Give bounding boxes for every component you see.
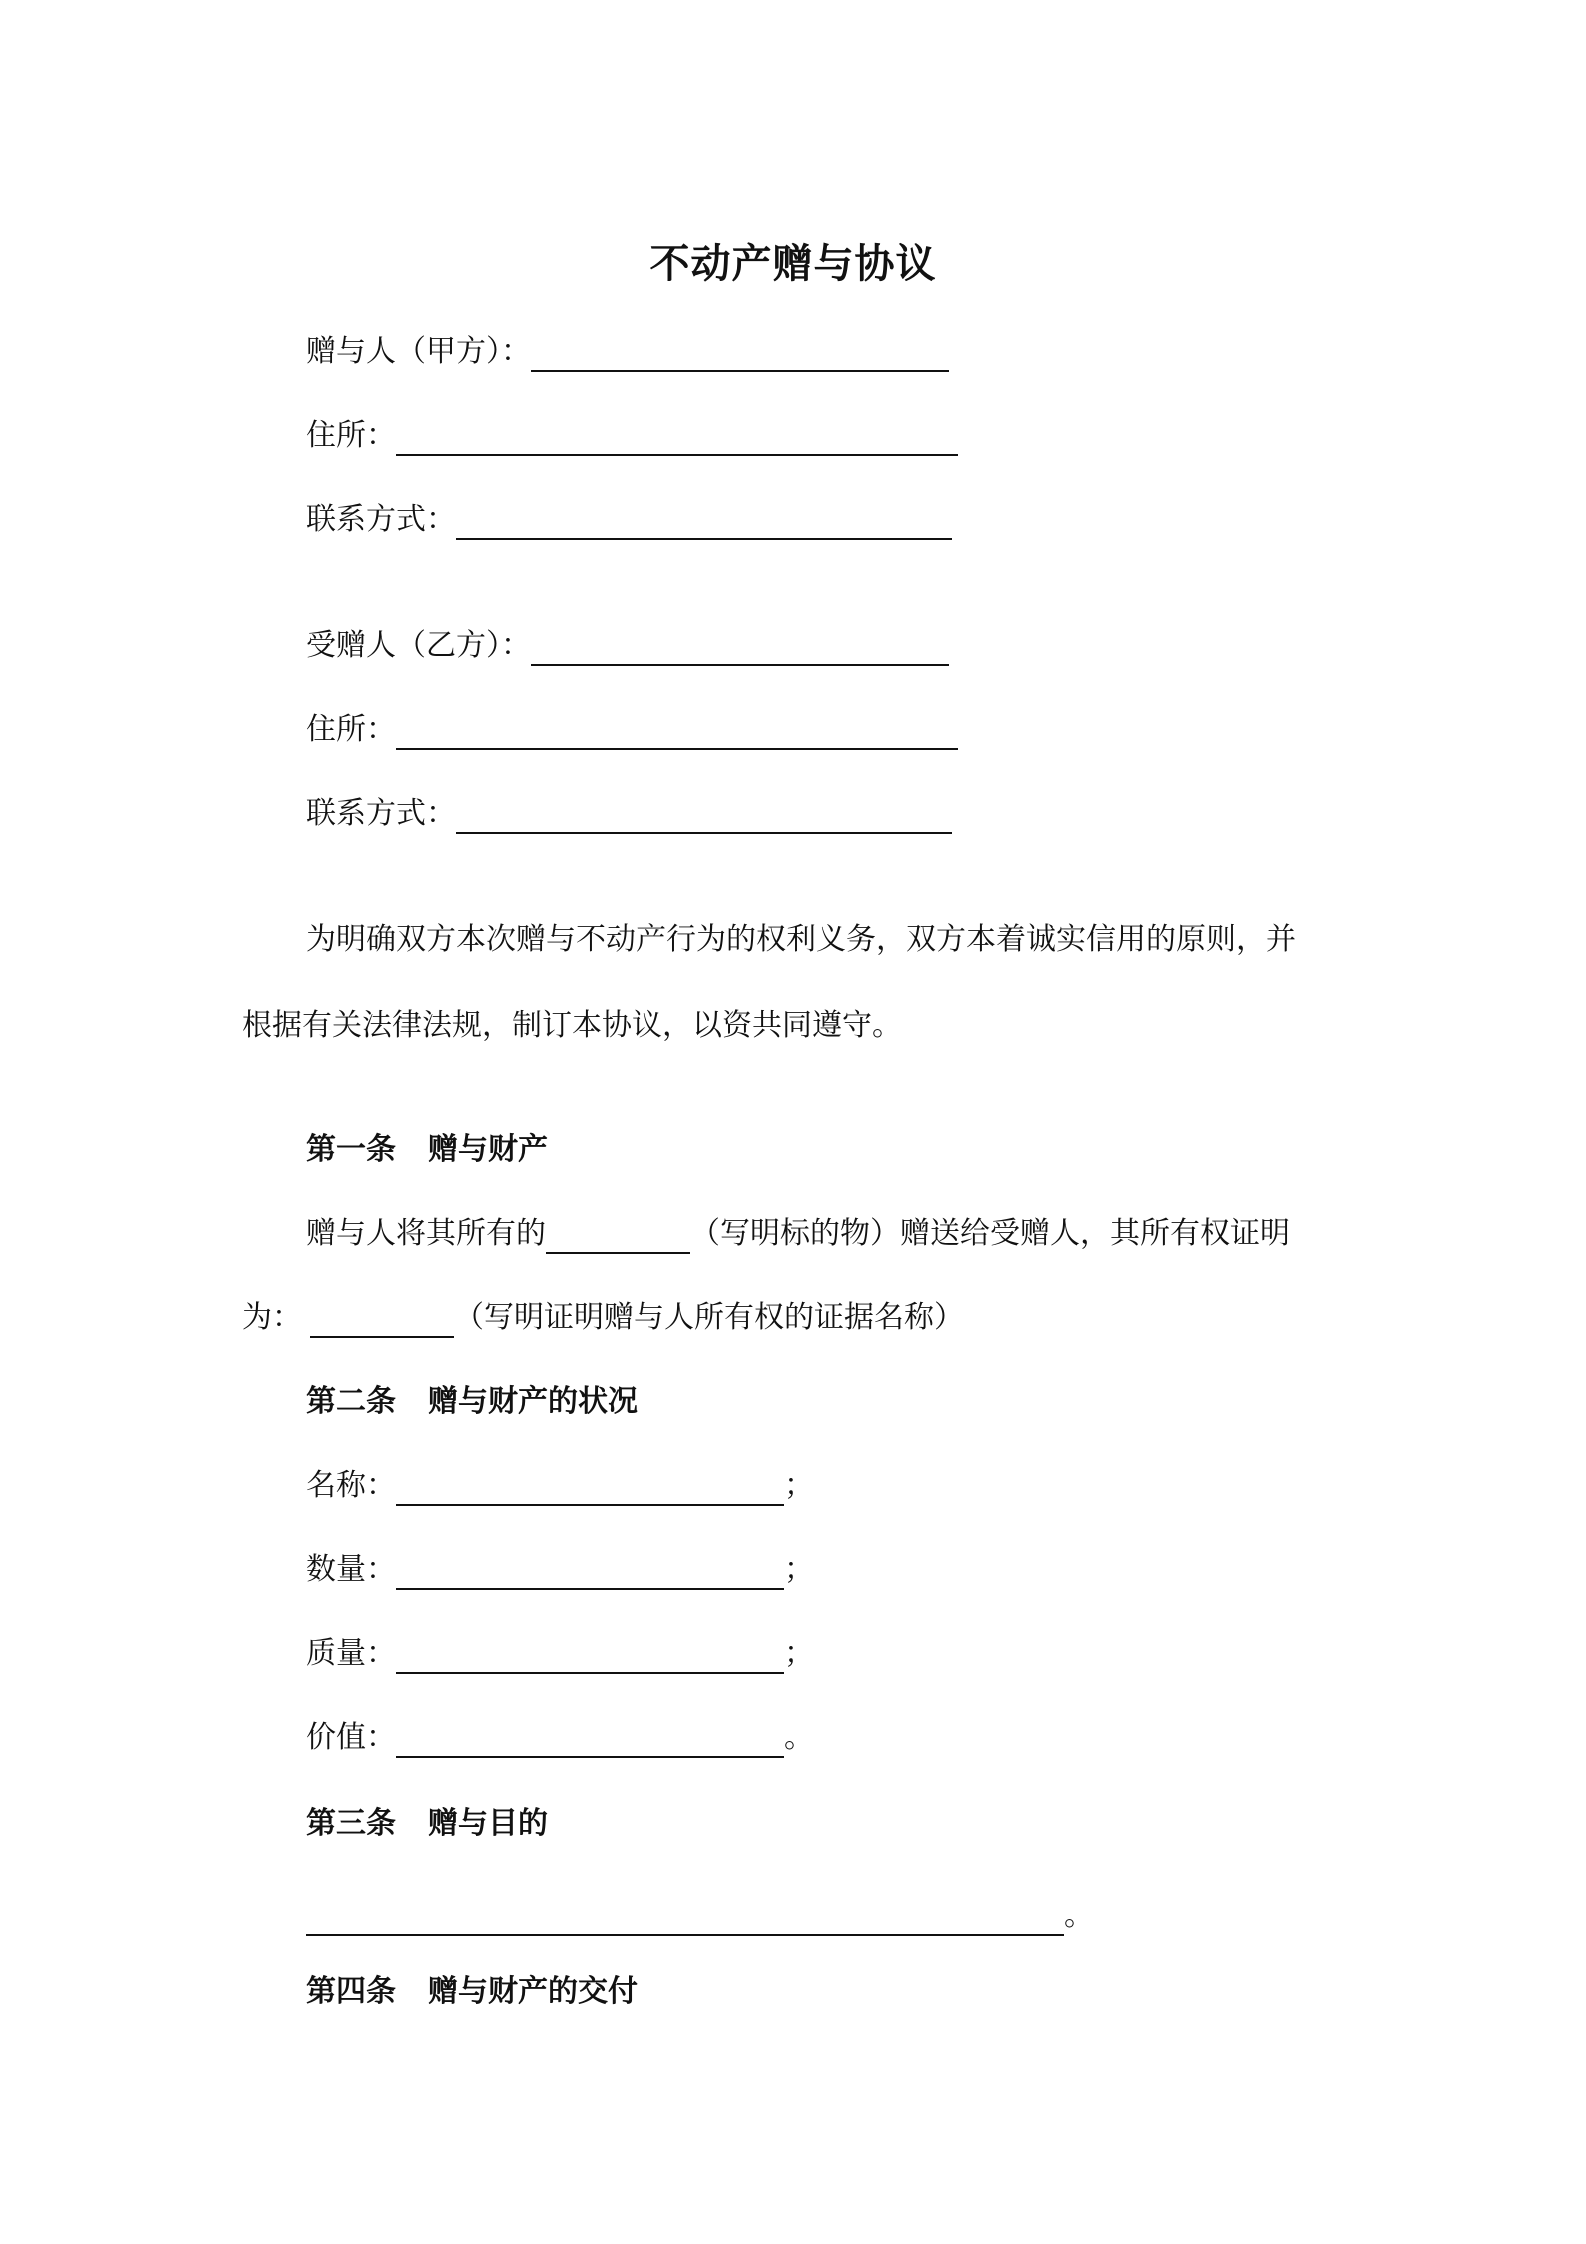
donor-name-field[interactable]: [531, 334, 949, 372]
property-quantity-row: [306, 1550, 814, 1590]
article-4-number: 第四条: [306, 1974, 396, 2009]
property-value-row: [306, 1718, 814, 1758]
donee-address-label: 住所：: [306, 712, 396, 747]
property-name-row: [306, 1466, 814, 1506]
period: 。: [784, 1720, 814, 1755]
article-3-title: 赠与目的: [428, 1806, 548, 1841]
article-2-title: 赠与财产的状况: [428, 1384, 638, 1419]
semicolon: ；: [784, 1552, 814, 1587]
preamble-line-2: 根据有关法律法规，制订本协议，以资共同遵守。: [242, 1008, 902, 1043]
donor-label: 赠与人（甲方）：: [306, 334, 531, 369]
property-name-field[interactable]: [396, 1468, 784, 1506]
article-1-title: 赠与财产: [428, 1132, 548, 1167]
property-quantity-label: 数量：: [306, 1552, 396, 1587]
property-value-field[interactable]: [396, 1720, 784, 1758]
donee-name-field[interactable]: [531, 628, 949, 666]
document-title: 不动产赠与协议: [649, 241, 937, 287]
gift-object-field[interactable]: [546, 1216, 690, 1254]
article-2-number: 第二条: [306, 1384, 396, 1419]
property-quality-label: 质量：: [306, 1636, 396, 1671]
donee-contact-row: [306, 794, 952, 834]
donee-contact-label: 联系方式：: [306, 796, 456, 831]
article-3-heading: [306, 1804, 548, 1844]
article-4-title: 赠与财产的交付: [428, 1974, 638, 2009]
property-quantity-field[interactable]: [396, 1552, 784, 1590]
article-4-heading: [306, 1972, 638, 2012]
article-1-text-line-1: [306, 1214, 1290, 1254]
article-1-text-line-2: [242, 1298, 964, 1338]
property-value-label: 价值：: [306, 1720, 396, 1755]
semicolon: ；: [784, 1636, 814, 1671]
article-1-text-b: （写明标的物）赠送给受赠人，其所有权证明: [690, 1216, 1290, 1251]
article-1-heading: [306, 1130, 548, 1170]
gift-purpose-row: [306, 1896, 1094, 1936]
preamble-line-1: 为明确双方本次赠与不动产行为的权利义务，双方本着诚实信用的原则，并: [306, 922, 1296, 957]
donee-row: [306, 626, 949, 666]
article-1-number: 第一条: [306, 1132, 396, 1167]
gift-purpose-field[interactable]: [306, 1898, 1064, 1936]
donor-contact-label: 联系方式：: [306, 502, 456, 537]
article-1-text-a: 赠与人将其所有的: [306, 1216, 546, 1251]
property-name-label: 名称：: [306, 1468, 396, 1503]
ownership-proof-field[interactable]: [310, 1300, 454, 1338]
article-1-text-c: 为：: [242, 1300, 302, 1335]
property-quality-row: [306, 1634, 814, 1674]
donor-contact-row: [306, 500, 952, 540]
donor-row: [306, 332, 949, 372]
article-2-heading: [306, 1382, 638, 1422]
period: 。: [1064, 1898, 1094, 1933]
semicolon: ；: [784, 1468, 814, 1503]
donee-contact-field[interactable]: [456, 796, 952, 834]
donor-address-label: 住所：: [306, 418, 396, 453]
donee-label: 受赠人（乙方）：: [306, 628, 531, 663]
donor-address-field[interactable]: [396, 418, 958, 456]
property-quality-field[interactable]: [396, 1636, 784, 1674]
article-3-number: 第三条: [306, 1806, 396, 1841]
article-1-text-d: （写明证明赠与人所有权的证据名称）: [454, 1300, 964, 1335]
donor-contact-field[interactable]: [456, 502, 952, 540]
donee-address-row: [306, 710, 958, 750]
donee-address-field[interactable]: [396, 712, 958, 750]
donor-address-row: [306, 416, 958, 456]
